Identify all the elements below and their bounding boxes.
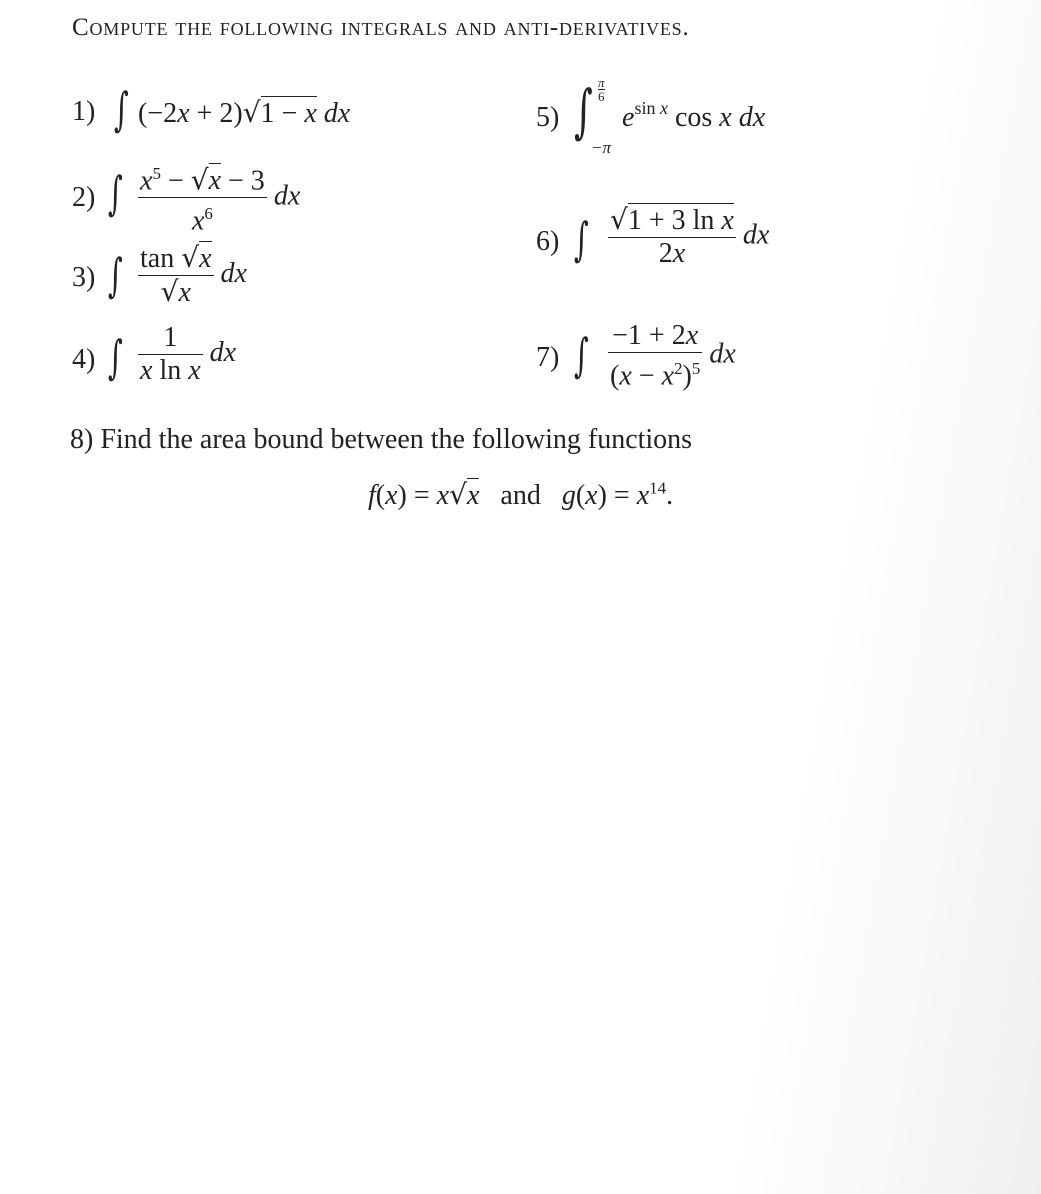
and-connector: and [500,480,541,511]
problem-7-expression: $\frac{-1 + 2x}{(x - x^2)^5}$ dx [610,320,736,392]
integral-sign: ∫ [574,328,589,382]
problem-6-label: 6) [536,226,560,257]
page-heading: Compute the following integrals and anti-derivatives. [72,14,690,41]
problem-8-statement [70,424,692,456]
problem-4-expression: $\frac{1}{\text{x ln x}}$ dx [140,322,237,386]
lower-limit: −π [591,138,611,157]
problem-1-expression: (−2x + 2)√1 − x dx [138,96,351,129]
integral-sign: ∫ [114,82,129,136]
integral-sign: ∫ [108,166,123,220]
integral-sign: ∫ [108,330,123,384]
problem-8-functions: f(x) = x√x and $g(x) = x^{14}$. [368,478,674,511]
problem-5-label: 5) [536,102,560,133]
problem-3-label: 3) [72,262,96,293]
problem-8-label: 8) [70,424,94,455]
integral-sign: ∫ [574,212,589,266]
problem-8-text: Find the area bound between the following functions [100,424,693,455]
problem-5-integrand: $e^{sin x}$ cos x dx [622,98,766,133]
integral-sign: ∫ [108,248,123,302]
upper-limit: π 6 [598,75,605,104]
problem-2-label: 2) [72,182,96,213]
definite-integral-sign: ∫ [574,77,593,145]
problem-4-label: 4) [72,344,96,375]
problem-6-expression: $\frac{\text{√1 + 3 ln x}}{2x}$ dx [610,203,770,269]
problem-7-label: 7) [536,342,560,373]
problem-2-expression: $\frac{x^5 - √x - 3}{x^6}$ dx [138,158,300,238]
problem-3-expression: $\frac{\tan √x}{√x}$ dx [140,241,247,308]
problem-1-label: 1) [72,96,96,127]
